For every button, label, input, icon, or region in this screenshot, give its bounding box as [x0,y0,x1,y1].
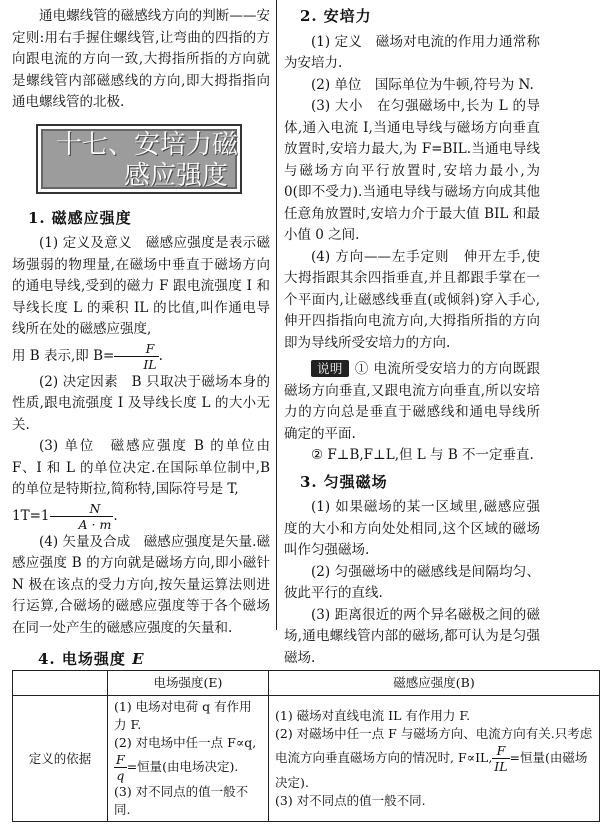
fraction-denominator: IL [143,356,157,372]
electric-field-cell [108,696,269,822]
section-1-vector: (4) 矢量及合成 磁感应强度是矢量.磁感应强度 B 的方向就是磁场方向,即小磁针 N 极在该点的受力方向,按矢量运算法则进行运算,合磁场的磁感应强度等于各个磁场在同一处产生的磁感应强度的矢量和. [12,533,270,636]
fraction-denominator: q [116,768,125,783]
section-1-number: 1. [28,208,46,227]
b-item-1: (1) 磁场对直线电流 IL 有作用力 F. [275,708,471,723]
ampere-direction: (4) 方向——左手定则 伸开左手,使大拇指跟其余四指垂直,并且都跟手掌在一个平面内,让磁感线垂直(或倾斜)穿入手心,伸开四指指向电流方向,大拇指所指的方向即为导线所受安培力的方向. [284,248,540,351]
banner-line-2: 感应强度 [124,160,229,191]
fraction-numerator: F [114,341,158,357]
section-1-unit: (3) 单位 磁感应强度 B 的单位由 F、I 和 L 的单位决定.在国际单位制中,B 的单位是特斯拉,简称特,国际符号是 T, 1T=1 $\frac{N}{A \cdot m}$ . [12,438,270,532]
e-formula-tail: =恒量(由电场决定). [126,759,239,774]
comparison-table [12,670,600,822]
section-2-heading [300,6,540,28]
banner-line-1: 十七、安培力磁 [56,129,239,160]
ampere-magnitude: (3) 大小 在匀强磁场中,长为 L 的导体,通入电流 I,当通电导线与磁场方向垂直放置时,安培力最大,为 F=BIL.当通电导线与磁场方向平行放置时,安培力最小,为 0(即不受力).当通电导线与磁场方向成其他任意角放置时,安培力介于最大值 BIL 和最小值 0 之间. [284,98,540,243]
e-fraction [114,752,127,783]
definition-formula-prefix: 用 B 表示,即 B= [12,347,115,364]
e-item-2: (2) 对电场中任一点 F∝q, [114,735,257,750]
left-column [12,6,270,639]
uniform-field-examples: (3) 距离很近的两个异名磁极之间的磁场,通电螺线管内部的磁场,都可认为是匀强磁场. [284,606,540,666]
section-1-definition: (1) 定义及意义 磁感应强度是表示磁场强弱的物理量,在磁场中垂直于磁场方向的通电导线,受到的磁力 F 跟电流强度 I 和导线长度 L 的乘积 IL 的比值,叫作通电导线所在处的磁感应强度, 用 B 表示,即 B= $\frac{F}{IL}$ . [12,235,270,372]
section-4-symbol: E [132,650,145,668]
b-formula-tail: =恒量(由磁场决定). [275,750,588,790]
uniform-field-definition: (1) 如果磁场的某一区域里,磁感应强度的大小和方向处处相同,这个区域的磁场叫作匀强磁场. [284,499,540,558]
note-1 [284,358,540,445]
note-badge: 说明 [311,360,349,377]
fraction-numerator: F [492,743,509,759]
section-4-heading [38,648,145,669]
section-3-number: 3. [300,472,318,491]
unit-fraction [50,501,114,532]
chapter-banner [36,124,242,194]
definition-text: (1) 定义及意义 磁感应强度是表示磁场强弱的物理量,在磁场中垂直于磁场方向的通电导线,受到的磁力 F 跟电流强度 I 和导线长度 L 的乘积 IL 的比值,叫作通电导线所在处的磁感应强度, [12,235,270,337]
ampere-unit: (2) 单位 国际单位为牛顿,符号为 N. [311,76,534,93]
section-4-title: 电场强度 [61,650,126,668]
table-row [13,696,600,822]
fraction-numerator: F [116,752,125,767]
section-1-heading [28,208,270,230]
fraction-denominator: A · m [78,516,112,532]
section-4-number: 4. [38,650,56,668]
fraction-numerator: N [50,501,114,517]
section-3-title: 匀强磁场 [323,472,388,491]
e-item-3: (3) 对不同点的值一般不同. [114,784,249,817]
fraction-denominator: IL [494,759,508,774]
b-item-2-text: (2) 对磁场中任一点 F 与磁场方向、电流方向有关.只考虑电流方向垂直磁场方向的情况时, F∝IL, [275,726,593,765]
note-2: ② F⊥B,F⊥L,但 L 与 B 不一定垂直. [311,447,534,463]
intro-paragraph: 通电螺线管的磁感线方向的判断——安定则:用右手握住螺线管,让弯曲的四指的方向跟电流的方向一致,大拇指所指的方向就是螺线管内部磁感线的方向,即大拇指指向通电螺线管的北极. [12,8,270,110]
e-item-2-formula [114,752,262,783]
section-2-title: 安培力 [323,7,372,25]
header-electric-field: 电场强度(E) [108,671,269,696]
unit-formula-prefix: 1T=1 [12,507,50,524]
header-empty-cell [13,671,108,696]
section-1-factors: (2) 决定因素 B 只取决于磁场本身的性质,跟电流强度 I 及导线长度 L 的大小无关. [12,373,270,433]
column-divider [276,0,277,630]
b-item-2 [275,725,593,792]
e-item-1: (1) 电场对电荷 q 有作用力 F. [114,699,252,732]
note-1-text: ① 电流所受安培力的方向既跟磁场方向垂直,又跟电流方向垂直,所以安培力的方向总是垂直于磁感线和通电导线所确定的平面. [284,361,540,442]
magnetic-induction-cell [269,696,600,822]
header-magnetic-induction: 磁感应强度(B) [269,671,600,696]
formula-fraction [114,341,158,372]
uniform-field-lines: (2) 匀强磁场中的磁感线是间隔均匀、彼此平行的直线. [284,563,540,601]
section-2-number: 2. [300,7,318,25]
b-fraction [492,743,509,774]
section-1-title: 磁感应强度 [51,208,132,227]
row-label: 定义的依据 [13,696,108,822]
table-header-row [13,671,600,696]
b-item-3: (3) 对不同点的值一般不同. [275,793,426,808]
unit-text: (3) 单位 磁感应强度 B 的单位由 F、I 和 L 的单位决定.在国际单位制中,B 的单位是特斯拉,简称特,国际符号是 T, [12,438,270,497]
ampere-definition: (1) 定义 磁场对电流的作用力通常称为安培力. [284,33,540,71]
section-3-heading [300,472,540,494]
right-column [284,6,540,669]
